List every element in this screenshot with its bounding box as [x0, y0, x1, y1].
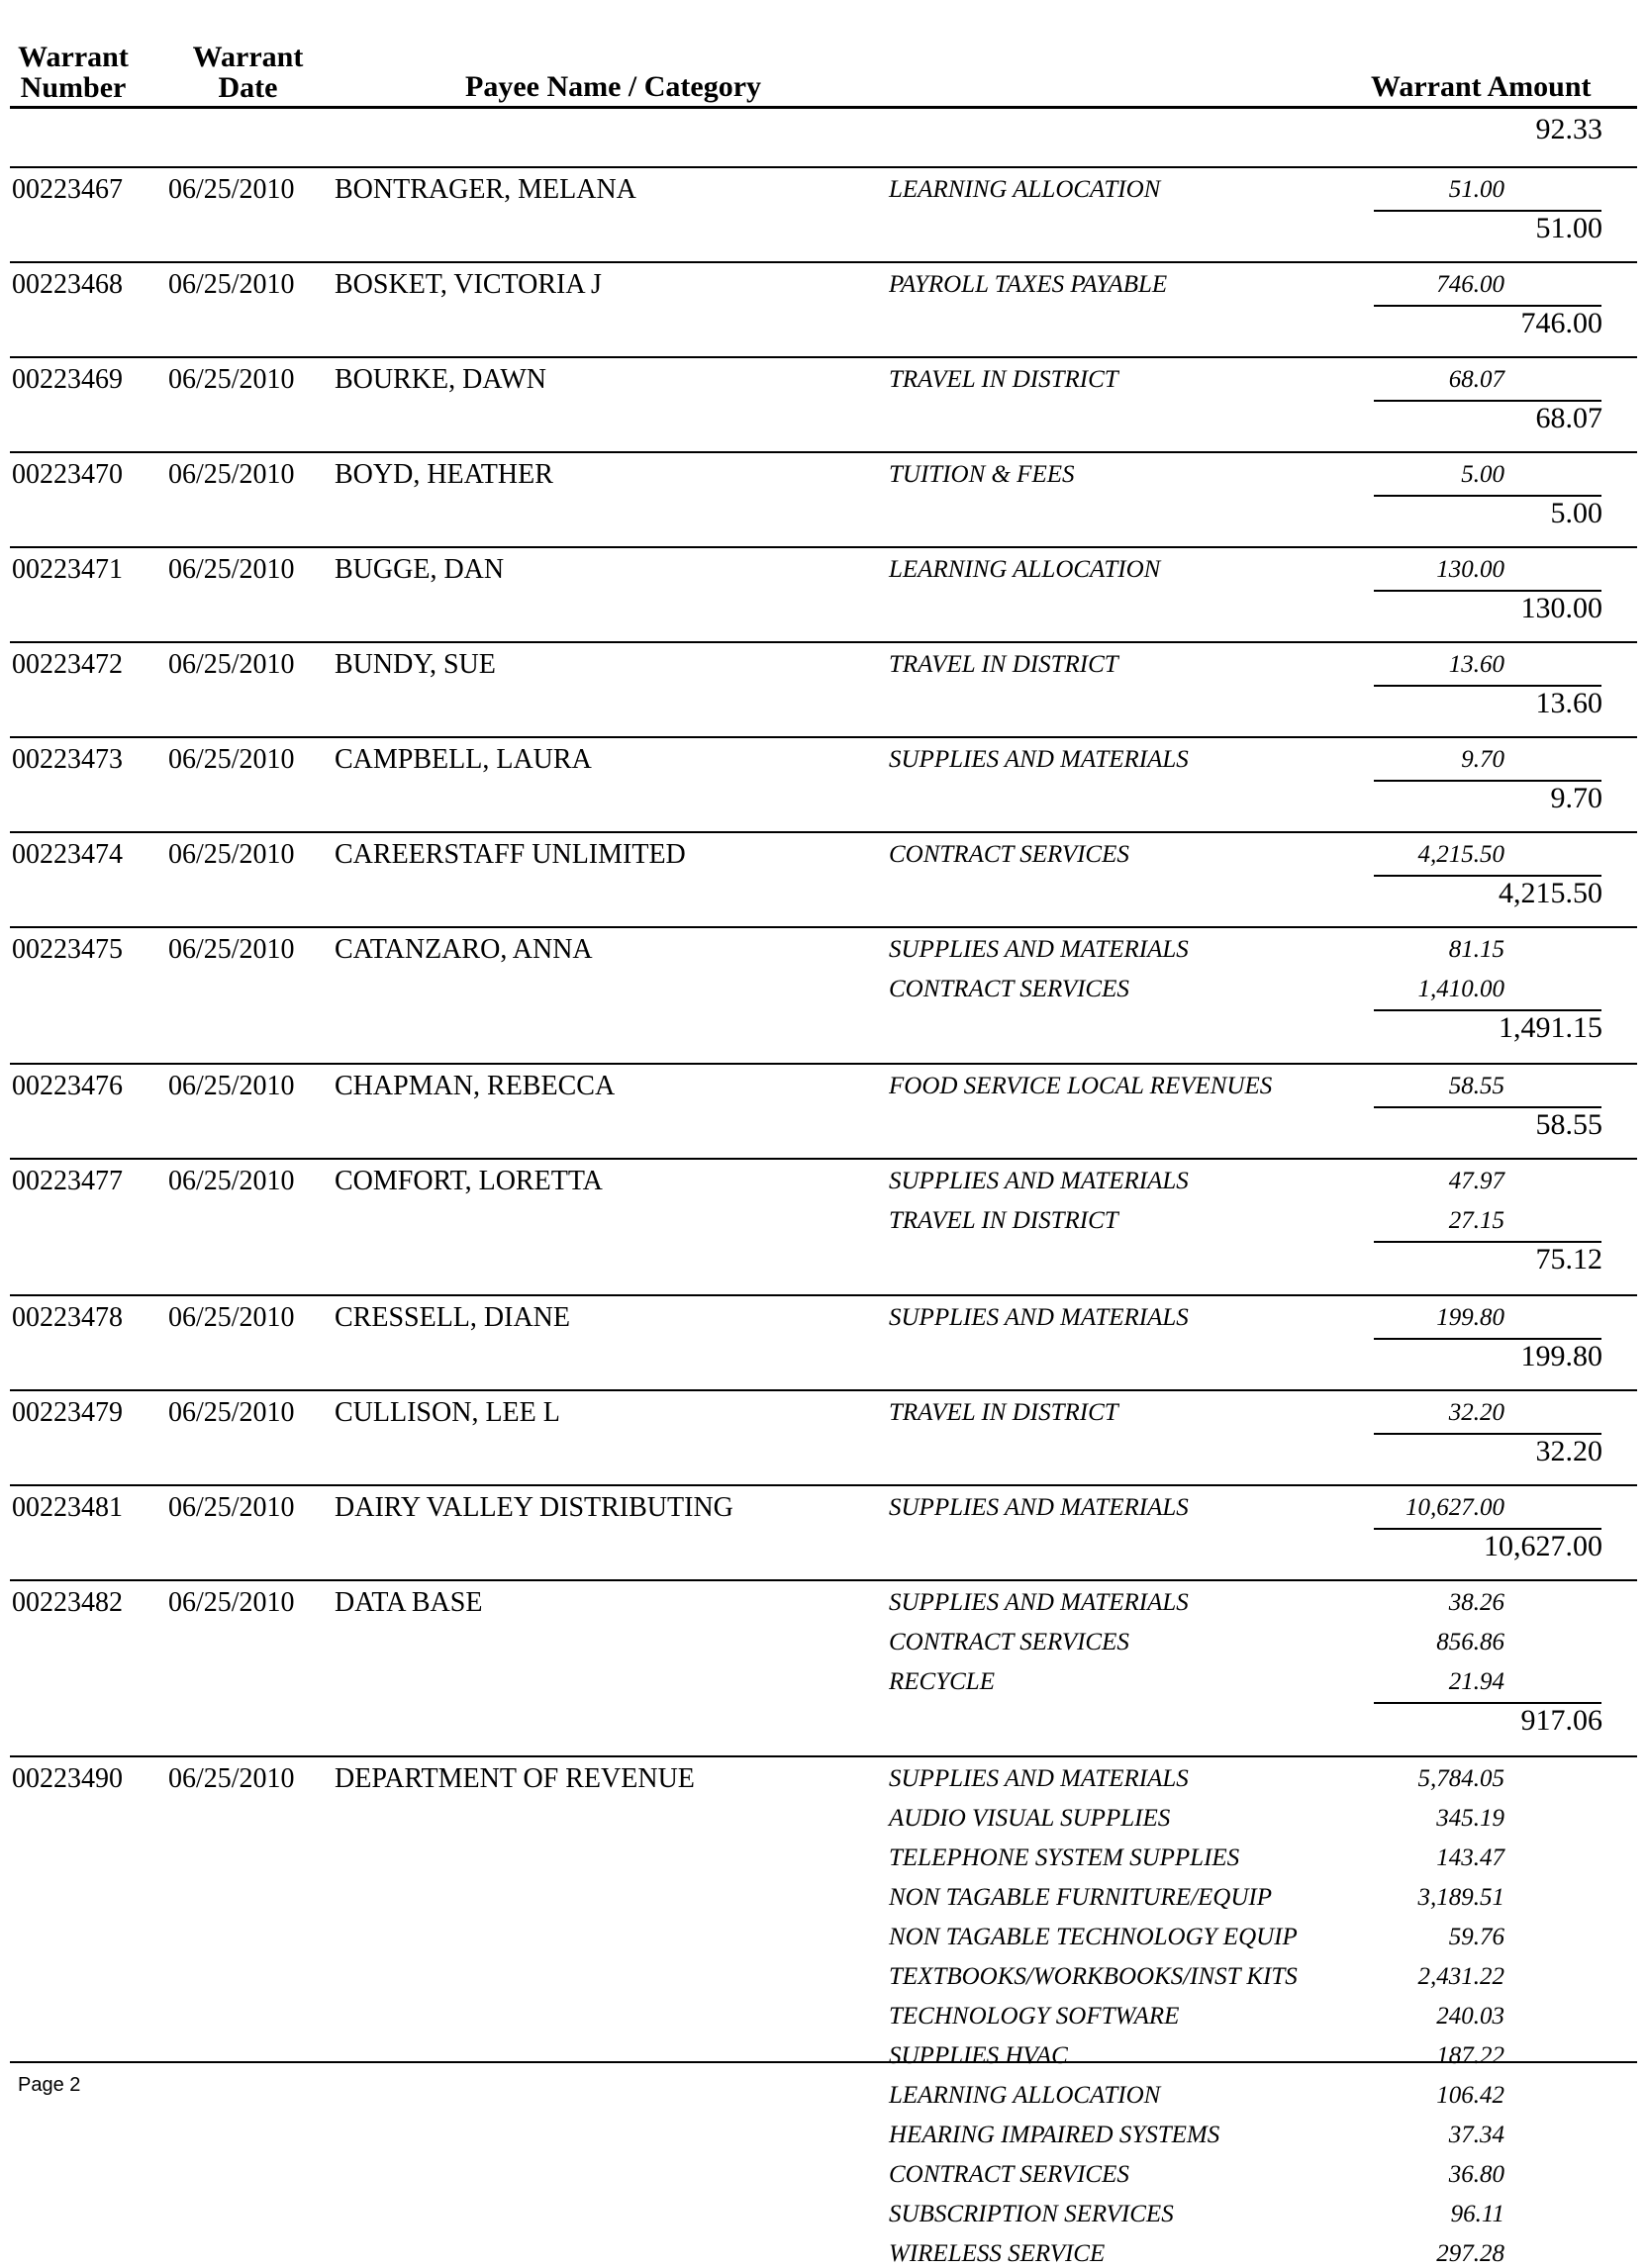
line-amount: 106.42 — [1436, 2082, 1504, 2109]
payee-name: DEPARTMENT OF REVENUE — [335, 1763, 695, 1794]
line-amount: 13.60 — [1448, 651, 1504, 678]
line-amount: 59.76 — [1448, 1924, 1504, 1950]
warrant-number: 00223467 — [12, 174, 123, 205]
entry-separator — [10, 546, 1637, 548]
payee-name: COMFORT, LORETTA — [335, 1166, 603, 1196]
line-amount: 345.19 — [1436, 1805, 1504, 1832]
warrant-number: 00223482 — [12, 1587, 123, 1618]
line-amount: 27.15 — [1448, 1207, 1504, 1234]
payee-name: CAMPBELL, LAURA — [335, 744, 592, 775]
line-amount: 143.47 — [1436, 1844, 1504, 1871]
payee-name: BOYD, HEATHER — [335, 459, 553, 490]
warrant-number: 00223474 — [12, 839, 123, 870]
warrant-date: 06/25/2010 — [168, 459, 295, 490]
warrant-total: 58.55 — [1535, 1108, 1602, 1141]
line-amount: 2,431.22 — [1417, 1963, 1504, 1990]
payee-name: DATA BASE — [335, 1587, 483, 1618]
line-category: NON TAGABLE FURNITURE/EQUIP — [889, 1884, 1273, 1911]
line-category: WIRELESS SERVICE — [889, 2240, 1106, 2267]
warrant-date: 06/25/2010 — [168, 364, 295, 395]
warrant-date: 06/25/2010 — [168, 554, 295, 585]
line-amount: 36.80 — [1448, 2161, 1504, 2188]
warrant-number: 00223478 — [12, 1302, 123, 1333]
warrant-amount-header: Warrant Amount — [1371, 70, 1592, 103]
warrant-date: 06/25/2010 — [168, 174, 295, 205]
payee-name: CATANZARO, ANNA — [335, 934, 593, 965]
line-category: PAYROLL TAXES PAYABLE — [889, 271, 1168, 298]
warrant-number: 00223475 — [12, 934, 123, 965]
line-amount: 5.00 — [1461, 461, 1504, 488]
warrant-number: 00223472 — [12, 649, 123, 680]
warrant-number: 00223477 — [12, 1166, 123, 1196]
line-category: SUPPLIES AND MATERIALS — [889, 1304, 1189, 1331]
line-amount: 68.07 — [1448, 366, 1504, 393]
line-category: CONTRACT SERVICES — [889, 976, 1129, 1002]
warrant-date: 06/25/2010 — [168, 1166, 295, 1196]
line-amount: 10,627.00 — [1405, 1494, 1504, 1521]
warrant-number: 00223469 — [12, 364, 123, 395]
line-amount: 5,784.05 — [1417, 1765, 1504, 1792]
line-category: SUPPLIES HVAC — [889, 2042, 1068, 2069]
line-category: SUBSCRIPTION SERVICES — [889, 2201, 1174, 2227]
warrant-date: 06/25/2010 — [168, 1763, 295, 1794]
payee-name: BUGGE, DAN — [335, 554, 505, 585]
line-category: TRAVEL IN DISTRICT — [889, 366, 1118, 393]
payee-name: BOURKE, DAWN — [335, 364, 546, 395]
line-category: LEARNING ALLOCATION — [889, 556, 1161, 583]
warrant-total: 4,215.50 — [1499, 877, 1602, 909]
entry-separator — [10, 451, 1637, 453]
line-category: SUPPLIES AND MATERIALS — [889, 1494, 1189, 1521]
warrant-total: 5.00 — [1550, 497, 1602, 529]
payee-name: DAIRY VALLEY DISTRIBUTING — [335, 1492, 733, 1523]
warrant-date: 06/25/2010 — [168, 1071, 295, 1101]
entry-separator — [10, 831, 1637, 833]
payee-name: BUNDY, SUE — [335, 649, 496, 680]
line-category: SUPPLIES AND MATERIALS — [889, 1765, 1189, 1792]
payee-name: BOSKET, VICTORIA J — [335, 269, 602, 300]
line-category: SUPPLIES AND MATERIALS — [889, 1589, 1189, 1616]
line-category: CONTRACT SERVICES — [889, 1629, 1129, 1655]
line-category: SUPPLIES AND MATERIALS — [889, 936, 1189, 963]
line-category: RECYCLE — [889, 1668, 995, 1695]
warrant-date: 06/25/2010 — [168, 1302, 295, 1333]
line-amount: 47.97 — [1448, 1168, 1504, 1194]
line-amount: 51.00 — [1448, 176, 1504, 203]
entry-separator — [10, 1294, 1637, 1296]
payee-name: CRESSELL, DIANE — [335, 1302, 570, 1333]
warrant-date: 06/25/2010 — [168, 839, 295, 870]
line-category: CONTRACT SERVICES — [889, 2161, 1129, 2188]
line-amount: 1,410.00 — [1417, 976, 1504, 1002]
warrant-number-header: Warrant Number — [18, 41, 129, 104]
warrant-number: 00223490 — [12, 1763, 123, 1794]
line-amount: 187.22 — [1436, 2042, 1504, 2069]
warrant-number: 00223470 — [12, 459, 123, 490]
warrant-date: 06/25/2010 — [168, 1492, 295, 1523]
line-amount: 199.80 — [1436, 1304, 1504, 1331]
entry-separator — [10, 1063, 1637, 1065]
warrant-total: 917.06 — [1520, 1704, 1602, 1737]
warrant-date: 06/25/2010 — [168, 744, 295, 775]
line-category: TELEPHONE SYSTEM SUPPLIES — [889, 1844, 1240, 1871]
warrant-number: 00223473 — [12, 744, 123, 775]
warrant-date: 06/25/2010 — [168, 1397, 295, 1428]
line-category: TRAVEL IN DISTRICT — [889, 1207, 1118, 1234]
warrant-number: 00223476 — [12, 1071, 123, 1101]
warrant-date: 06/25/2010 — [168, 649, 295, 680]
entry-separator — [10, 641, 1637, 643]
warrant-number: 00223468 — [12, 269, 123, 300]
warrant-date-header: Warrant Date — [192, 41, 304, 104]
line-category: AUDIO VISUAL SUPPLIES — [889, 1805, 1171, 1832]
entry-separator — [10, 166, 1637, 168]
line-category: CONTRACT SERVICES — [889, 841, 1129, 868]
line-category: FOOD SERVICE LOCAL REVENUES — [889, 1073, 1273, 1099]
entry-separator — [10, 356, 1637, 358]
warrant-total: 130.00 — [1520, 592, 1602, 624]
entry-separator — [10, 1158, 1637, 1160]
line-amount: 3,189.51 — [1417, 1884, 1504, 1911]
line-category: LEARNING ALLOCATION — [889, 176, 1161, 203]
payee-name: BONTRAGER, MELANA — [335, 174, 636, 205]
payee-name: CAREERSTAFF UNLIMITED — [335, 839, 686, 870]
line-amount: 21.94 — [1448, 1668, 1504, 1695]
line-amount: 37.34 — [1448, 2122, 1504, 2148]
warrant-total: 1,491.15 — [1499, 1011, 1602, 1044]
line-category: NON TAGABLE TECHNOLOGY EQUIP — [889, 1924, 1298, 1950]
carry-forward-total: 92.33 — [1535, 113, 1602, 145]
warrant-total: 746.00 — [1520, 307, 1602, 339]
line-category: TECHNOLOGY SOFTWARE — [889, 2003, 1180, 2030]
warrant-total: 75.12 — [1535, 1243, 1602, 1276]
line-category: SUPPLIES AND MATERIALS — [889, 1168, 1189, 1194]
entry-separator — [10, 261, 1637, 263]
line-category: TEXTBOOKS/WORKBOOKS/INST KITS — [889, 1963, 1298, 1990]
payee-name: CHAPMAN, REBECCA — [335, 1071, 616, 1101]
line-amount: 297.28 — [1436, 2240, 1504, 2267]
entry-separator — [10, 1389, 1637, 1391]
entry-separator — [10, 926, 1637, 928]
line-amount: 81.15 — [1448, 936, 1504, 963]
warrant-total: 68.07 — [1535, 402, 1602, 434]
warrant-total: 10,627.00 — [1484, 1530, 1602, 1562]
warrant-number: 00223479 — [12, 1397, 123, 1428]
line-category: SUPPLIES AND MATERIALS — [889, 746, 1189, 773]
footer-rule — [10, 2061, 1637, 2063]
warrant-total: 199.80 — [1520, 1340, 1602, 1372]
line-amount: 58.55 — [1448, 1073, 1504, 1099]
payee-name: CULLISON, LEE L — [335, 1397, 560, 1428]
warrant-total: 51.00 — [1535, 212, 1602, 244]
line-category: HEARING IMPAIRED SYSTEMS — [889, 2122, 1220, 2148]
warrant-date: 06/25/2010 — [168, 269, 295, 300]
line-amount: 32.20 — [1448, 1399, 1504, 1426]
line-category: TRAVEL IN DISTRICT — [889, 651, 1118, 678]
page-number: Page 2 — [18, 2074, 81, 2096]
line-category: TUITION & FEES — [889, 461, 1075, 488]
warrant-date: 06/25/2010 — [168, 1587, 295, 1618]
line-amount: 96.11 — [1450, 2201, 1504, 2227]
warrant-total: 13.60 — [1535, 687, 1602, 719]
line-category: LEARNING ALLOCATION — [889, 2082, 1161, 2109]
line-amount: 4,215.50 — [1417, 841, 1504, 868]
line-category: TRAVEL IN DISTRICT — [889, 1399, 1118, 1426]
warrant-total: 32.20 — [1535, 1435, 1602, 1467]
payee-category-header: Payee Name / Category — [465, 70, 762, 103]
warrant-number: 00223481 — [12, 1492, 123, 1523]
entry-separator — [10, 1579, 1637, 1581]
warrant-total: 9.70 — [1550, 782, 1602, 814]
entry-separator — [10, 1755, 1637, 1757]
line-amount: 240.03 — [1436, 2003, 1504, 2030]
line-amount: 746.00 — [1436, 271, 1504, 298]
line-amount: 130.00 — [1436, 556, 1504, 583]
warrant-number: 00223471 — [12, 554, 123, 585]
line-amount: 9.70 — [1461, 746, 1504, 773]
line-amount: 38.26 — [1448, 1589, 1504, 1616]
entry-separator — [10, 736, 1637, 738]
line-amount: 856.86 — [1436, 1629, 1504, 1655]
warrant-date: 06/25/2010 — [168, 934, 295, 965]
entry-separator — [10, 1484, 1637, 1486]
